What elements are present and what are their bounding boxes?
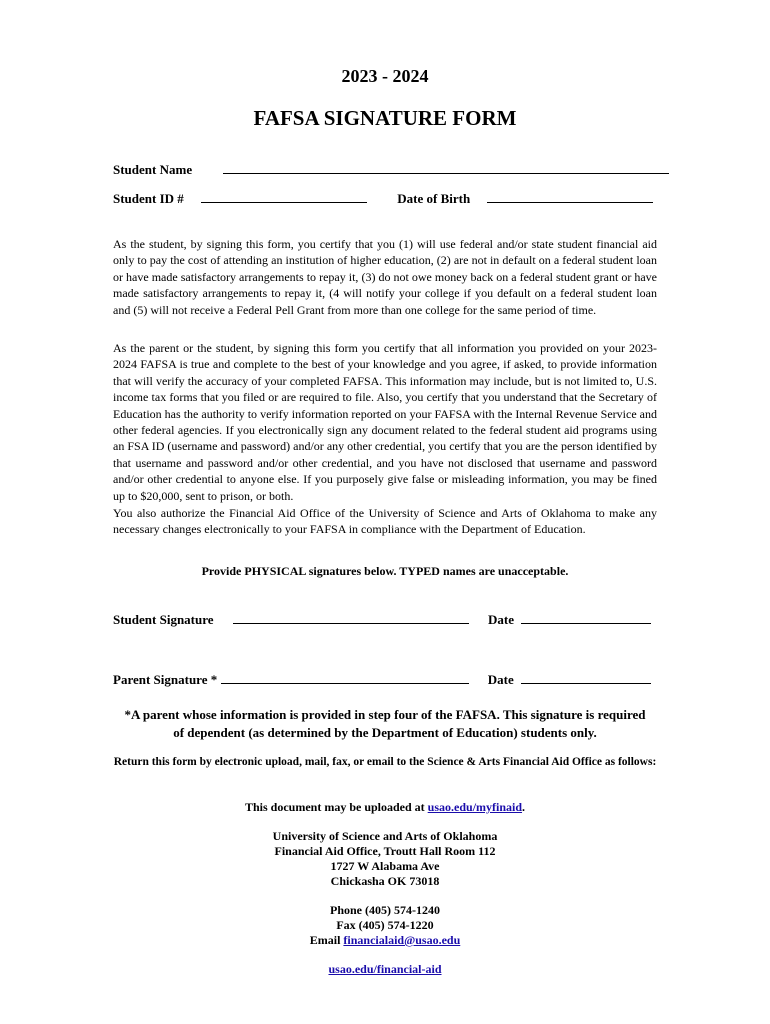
mailing-address bbox=[100, 829, 670, 889]
student-id-label: Student ID # bbox=[113, 191, 184, 206]
email-link[interactable]: financialaid@usao.edu bbox=[343, 933, 461, 947]
student-signature-line[interactable] bbox=[233, 612, 469, 624]
authorization-paragraph: You also authorize the Financial Aid Office of the University of Science and Arts of Oklahoma to make any necessary changes electronically to your FAFSA in compliance with the Department of Education. bbox=[113, 506, 657, 537]
student-name-line[interactable] bbox=[223, 162, 669, 174]
student-date-label: Date bbox=[488, 612, 515, 627]
student-name-row bbox=[113, 162, 669, 178]
parent-signature-label: Parent Signature * bbox=[113, 672, 218, 687]
address-line: Chickasha OK 73018 bbox=[330, 874, 440, 888]
parent-date-line[interactable] bbox=[521, 672, 651, 684]
parent-certification-paragraph: As the parent or the student, by signing this form you certify that all information you provided on your 2023-2024 FAFSA is true and complete to the best of your knowledge and you agree, if asked, to provide information that will verify the accuracy of your completed FAFSA. This information may include, but is not limited to, U.S. income tax forms that you filed or are required to file. Also, you certify that you understand that the Secretary of Education has the authority to verify information reported on your FAFSA with the Internal Revenue Service and other federal agencies. If you electronically sign any document related to the federal student aid programs using an FSA ID (username and password) and/or any other credential, you certify that you are the person identified by that username and password and/or other credential, and you have not disclosed that username and password and/or other credential to anyone else. If you purposely give false or misleading information, you may be fined up to $20,000, sent to prison, or both. bbox=[113, 341, 657, 503]
dob-label: Date of Birth bbox=[397, 191, 471, 206]
student-date-line[interactable] bbox=[521, 612, 651, 624]
dob-line[interactable] bbox=[487, 191, 653, 203]
student-signature-row bbox=[113, 612, 651, 628]
signature-instruction: Provide PHYSICAL signatures below. TYPED names are unacceptable. bbox=[201, 564, 569, 578]
email-label: Email bbox=[309, 933, 344, 947]
address-line: Financial Aid Office, Troutt Hall Room 112 bbox=[274, 844, 496, 858]
phone-number: Phone (405) 574-1240 bbox=[330, 903, 440, 917]
website-line bbox=[100, 962, 670, 977]
address-line: 1727 W Alabama Ave bbox=[330, 859, 440, 873]
parent-signature-row bbox=[113, 672, 651, 688]
form-year: 2023 - 2024 bbox=[341, 66, 429, 86]
fax-number: Fax (405) 574-1220 bbox=[336, 918, 434, 932]
contact-block bbox=[100, 903, 670, 948]
parent-signature-line[interactable] bbox=[221, 672, 469, 684]
form-title: FAFSA SIGNATURE FORM bbox=[253, 106, 517, 130]
website-link[interactable]: usao.edu/financial-aid bbox=[328, 962, 442, 976]
student-certification-paragraph: As the student, by signing this form, you certify that you (1) will use federal and/or state student financial aid only to pay the cost of attending an institution of higher education, (2) are not in default on a federal student loan or have made satisfactory arrangements to repay it, (3) do not owe money back on a federal student grant or have made satisfactory arrangements to repay it, (4 will notify your college if you default on a federal student loan and (5) will not receive a Federal Pell Grant from more than one college for the same period of time. bbox=[113, 237, 657, 317]
upload-line bbox=[100, 800, 670, 815]
student-id-row bbox=[113, 191, 653, 207]
student-id-line[interactable] bbox=[201, 191, 367, 203]
upload-period: . bbox=[522, 800, 526, 814]
student-signature-label: Student Signature bbox=[113, 612, 214, 627]
parent-footnote: *A parent whose information is provided in step four of the FAFSA. This signature is required of dependent (as determined by the Department of Education) students only. bbox=[124, 707, 646, 740]
email-line bbox=[100, 933, 670, 948]
upload-link[interactable]: usao.edu/myfinaid bbox=[427, 800, 523, 814]
upload-text: This document may be uploaded at bbox=[244, 800, 428, 814]
student-name-label: Student Name bbox=[113, 162, 193, 177]
parent-date-label: Date bbox=[487, 672, 514, 687]
return-instructions: Return this form by electronic upload, mail, fax, or email to the Science & Arts Financial Aid Office as follows: bbox=[113, 756, 657, 768]
address-line: University of Science and Arts of Oklahoma bbox=[272, 829, 498, 843]
